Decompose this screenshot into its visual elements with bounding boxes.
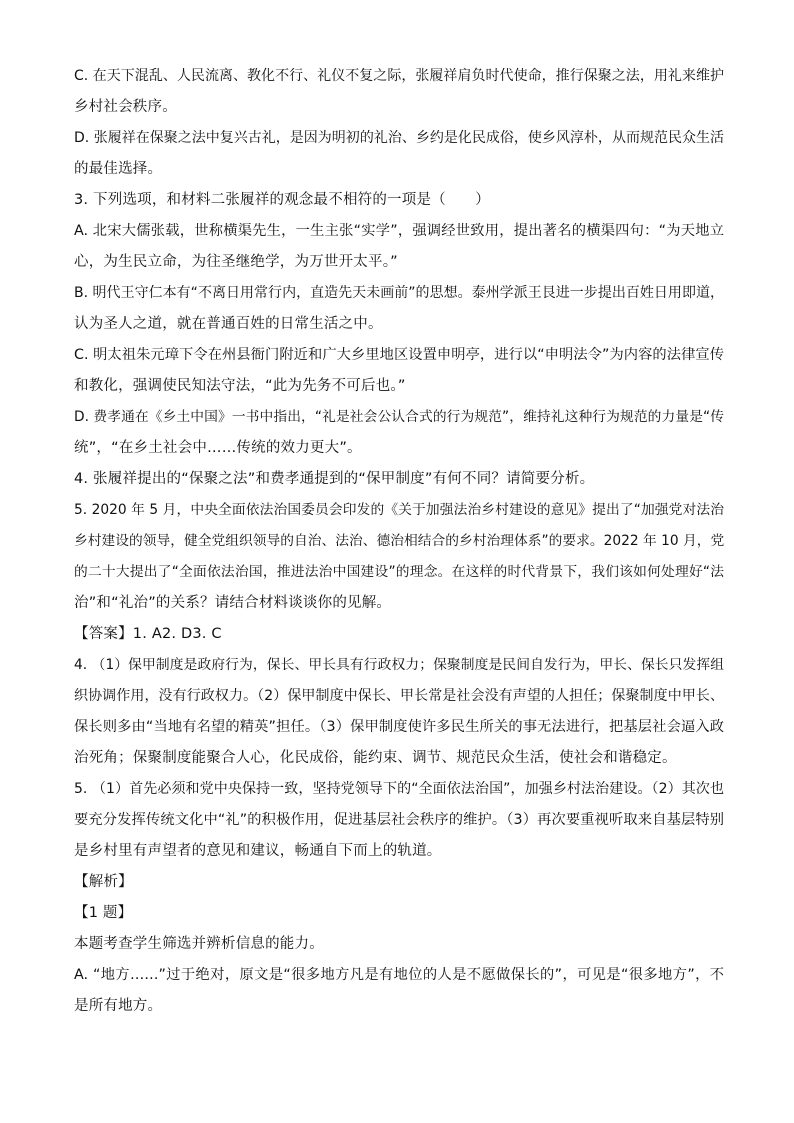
text-line: 是乡村里有声望者的意见和建议，畅通自下而上的轨道。	[74, 843, 442, 859]
question-4: 4. 张履祥提出的“保聚之法”和费孝通提到的“保甲制度”有何不同？请简要分析。	[74, 471, 595, 487]
text-line: D. 费孝通在《乡土中国》一书中指出，“礼是社会公认合式的行为规范”，维持礼这种行为规范的力量是“传	[74, 409, 724, 425]
subheading-q1: 【1 题】	[74, 905, 133, 921]
text-line: 和教化，强调使民知法守法，“此为先务不可后也。”	[74, 378, 406, 394]
text-line: A. “地方……”过于绝对，原文是“很多地方凡是有地位的人是不愿做保长的”，可见是“很多地方”，不	[74, 967, 724, 983]
text-line: 4. （1）保甲制度是政府行为，保长、甲长具有行政权力；保聚制度是民间自发行为，甲长、保长只发挥组	[74, 657, 724, 673]
text-line: 要充分发挥传统文化中“礼”的积极作用，促进基层社会秩序的维护。（3）再次要重视听取来自基层特别	[74, 812, 724, 828]
text-line: 的二十大提出了“全面依法治国，推进法治中国建设”的理念。在这样的时代背景下，我们该如何处理好“法	[74, 564, 724, 580]
text-line: B. 明代王守仁本有“不离日用常行内，直造先天未画前”的思想。泰州学派王艮进一步提出百姓日用即道，	[74, 285, 724, 301]
text-line: 治”和“礼治”的关系？请结合材料谈谈你的见解。	[74, 595, 392, 611]
text-line: 治死角；保聚制度能聚合人心，化民成俗，能约束、调节、规范民众生活，使社会和谐稳定。	[74, 750, 677, 766]
question-3: 3. 下列选项，和材料二张履祥的观念最不相符的一项是（ ）	[74, 192, 490, 208]
text-line: 乡村社会秩序。	[74, 99, 177, 115]
text-line: 5. （1）首先必须和党中央保持一致，坚持党领导下的“全面依法治国”，加强乡村法治建设。（2）其次也	[74, 781, 724, 797]
analysis-heading: 【解析】	[74, 874, 133, 890]
text-line: 本题考查学生筛选并辨析信息的能力。	[74, 936, 324, 952]
text-line: 的最佳选择。	[74, 161, 163, 177]
question-5: 5. 2020 年 5 月，中央全面依法治国委员会印发的《关于加强法治乡村建设的意见》提出了“加强党对法治	[74, 502, 724, 518]
text-line: D. 张履祥在保聚之法中复兴古礼，是因为明初的礼治、乡约是化民成俗，使乡风淳朴，从而规范民众生活	[74, 130, 724, 146]
text-line: 织协调作用，没有行政权力。（2）保甲制度中保长、甲长常是社会没有声望的人担任；保聚制度中甲长、	[74, 688, 724, 704]
text-line: 保长则多由“当地有名望的精英”担任。（3）保甲制度使许多民生所关的事无法进行，把基层社会逼入政	[74, 719, 724, 735]
text-line: C. 在天下混乱、人民流离、教化不行、礼仪不复之际，张履祥肩负时代使命，推行保聚之法，用礼来维护	[74, 68, 724, 84]
text-line: 心，为生民立命，为往圣继绝学，为万世开太平。”	[74, 254, 398, 270]
text-line: A. 北宋大儒张载，世称横渠先生，一生主张“实学”，强调经世致用，提出著名的横渠四句：“为天地立	[74, 223, 724, 239]
text-line: 乡村建设的领导，健全党组织领导的自治、法治、德治相结合的乡村治理体系”的要求。2022 年 10 月，党	[74, 533, 724, 549]
text-line: C. 明太祖朱元璋下令在州县衙门附近和广大乡里地区设置申明亭，进行以“申明法令”为内容的法律宣传	[74, 347, 724, 363]
answer-heading: 【答案】1. A2. D3. C	[74, 626, 222, 642]
text-line: 统”，“在乡土社会中……传统的效力更大”。	[74, 440, 362, 456]
text-line: 认为圣人之道，就在普通百姓的日常生活之中。	[74, 316, 383, 332]
text-line: 是所有地方。	[74, 998, 163, 1014]
